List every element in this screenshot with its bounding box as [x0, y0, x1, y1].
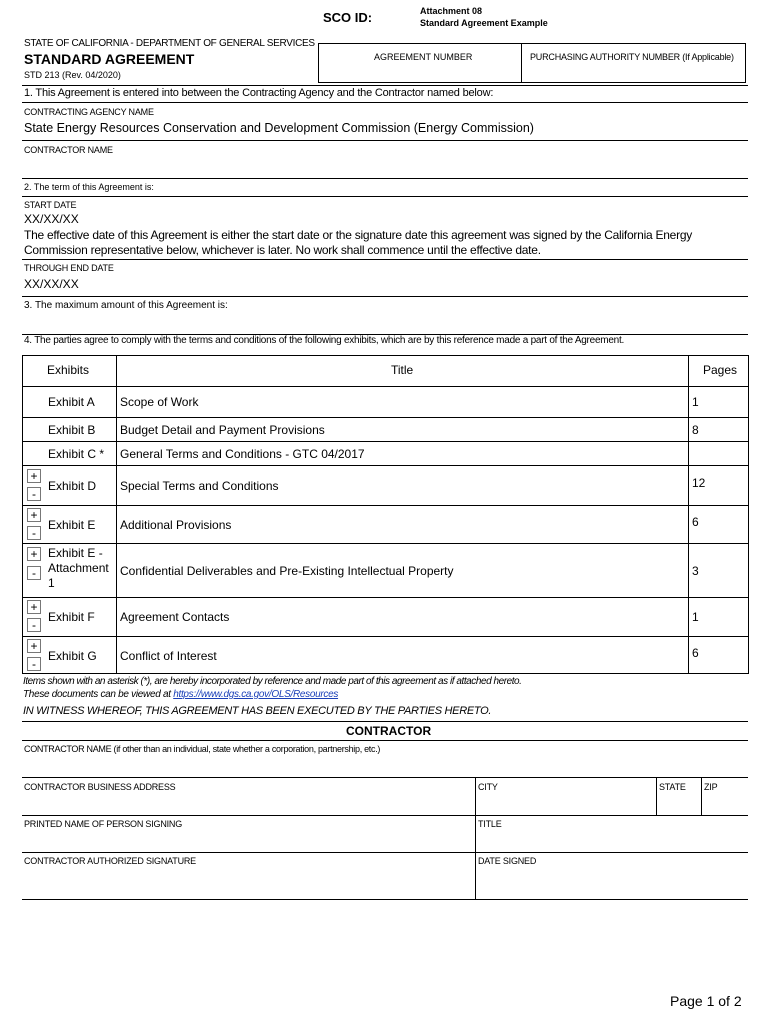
attachment-label: Attachment 08	[420, 6, 483, 16]
col-header-exhibits: Exhibits	[47, 363, 90, 377]
contractor-heading: CONTRACTOR	[346, 724, 432, 738]
contracting-agency-label: CONTRACTING AGENCY NAME	[24, 107, 154, 117]
zip-label: ZIP	[704, 782, 718, 792]
exhibit-cell	[48, 546, 109, 591]
title-field[interactable]	[478, 832, 744, 848]
date-signed-field[interactable]	[478, 870, 744, 896]
contractor-name-type-field[interactable]	[24, 757, 744, 773]
contractor-name-label: CONTRACTOR NAME	[24, 145, 113, 155]
attachment-subtitle: Standard Agreement Example	[420, 18, 548, 28]
title-cell: Scope of Work	[120, 395, 199, 409]
business-address-field[interactable]	[24, 795, 471, 811]
col-header-pages: Pages	[703, 363, 738, 377]
page-number: Page 1 of 2	[670, 993, 742, 1009]
state-label: STATE	[659, 782, 686, 792]
section1-text: 1. This Agreement is entered into between the Contracting Agency and the Contractor named below:	[24, 87, 494, 99]
purchasing-authority-input[interactable]	[525, 64, 742, 80]
exhibit-cell: Exhibit C *	[48, 446, 105, 461]
date-signed-label: DATE SIGNED	[478, 856, 537, 866]
add-row-button[interactable]: +	[27, 600, 41, 614]
department-name: STATE OF CALIFORNIA - DEPARTMENT OF GENERAL SERVICES	[24, 38, 315, 49]
agreement-number-label: AGREEMENT NUMBER	[374, 52, 473, 62]
city-field[interactable]	[478, 795, 652, 811]
add-row-button[interactable]: +	[27, 639, 41, 653]
start-date-label: START DATE	[24, 200, 77, 210]
form-title: STANDARD AGREEMENT	[24, 51, 195, 67]
add-row-button[interactable]: +	[27, 547, 41, 561]
pages-cell[interactable]: 8	[692, 422, 699, 437]
remove-row-button[interactable]: -	[27, 566, 41, 580]
section3-text: 3. The maximum amount of this Agreement is:	[24, 300, 228, 311]
col-header-title: Title	[391, 363, 414, 377]
end-date-field[interactable]: XX/XX/XX	[24, 277, 79, 291]
signature-label: CONTRACTOR AUTHORIZED SIGNATURE	[24, 856, 196, 866]
exhibit-cell: Exhibit A	[48, 395, 95, 409]
exhibit-cell: Exhibit E	[48, 517, 96, 532]
add-row-button[interactable]: +	[27, 508, 41, 522]
remove-row-button[interactable]: -	[27, 487, 41, 501]
title-cell: Agreement Contacts	[120, 610, 230, 624]
effective-date-line2: Commission representative below, whichever is later. No work shall commence until the effective date.	[24, 243, 541, 257]
asterisk-note: Items shown with an asterisk (*), are hereby incorporated by reference and made part of this agreement as if attached hereto.	[23, 676, 522, 687]
section2-text: 2. The term of this Agreement is:	[24, 182, 154, 192]
title-cell: General Terms and Conditions - GTC 04/2017	[120, 446, 365, 461]
exhibit-cell: Exhibit B	[48, 422, 96, 437]
pages-cell[interactable]: 6	[692, 646, 699, 660]
title-cell: Budget Detail and Payment Provisions	[120, 422, 325, 437]
title-cell: Conflict of Interest	[120, 648, 217, 663]
contracting-agency-field[interactable]: State Energy Resources Conservation and Development Commission (Energy Commission)	[24, 121, 534, 135]
form-number: STD 213 (Rev. 04/2020)	[24, 70, 121, 80]
title-cell: Confidential Deliverables and Pre-Existing Intellectual Property	[120, 563, 454, 578]
signature-field[interactable]	[24, 870, 471, 896]
exhibit-cell: Exhibit F	[48, 610, 95, 624]
max-amount-field[interactable]	[24, 315, 744, 331]
end-date-label: THROUGH END DATE	[24, 263, 114, 273]
remove-row-button[interactable]: -	[27, 657, 41, 671]
pages-cell[interactable]: 3	[692, 563, 699, 578]
business-address-label: CONTRACTOR BUSINESS ADDRESS	[24, 782, 176, 792]
pages-cell[interactable]: 12	[692, 476, 706, 490]
agreement-number-input[interactable]	[322, 64, 517, 80]
title-cell: Additional Provisions	[120, 517, 232, 532]
title-cell: Special Terms and Conditions	[120, 478, 279, 493]
contractor-name-field[interactable]	[24, 157, 744, 173]
exhibit-cell: Exhibit D	[48, 478, 97, 493]
add-row-button[interactable]: +	[27, 469, 41, 483]
exhibit-cell: Exhibit G	[48, 648, 97, 663]
pages-cell[interactable]: 6	[692, 515, 699, 529]
resources-link[interactable]: https://www.dgs.ca.gov/OLS/Resources	[173, 689, 339, 700]
printed-name-label: PRINTED NAME OF PERSON SIGNING	[24, 819, 183, 829]
title-label: TITLE	[478, 819, 502, 829]
remove-row-button[interactable]: -	[27, 618, 41, 632]
state-field[interactable]	[659, 795, 697, 811]
purchasing-authority-label: PURCHASING AUTHORITY NUMBER (If Applicable)	[530, 52, 734, 62]
pages-cell[interactable]: 1	[692, 395, 699, 409]
contractor-name-type-label: CONTRACTOR NAME (if other than an individual, state whether a corporation, partnership, etc.)	[24, 744, 381, 754]
witness-statement: IN WITNESS WHEREOF, THIS AGREEMENT HAS BEEN EXECUTED BY THE PARTIES HERETO.	[23, 705, 492, 717]
exhibit-cell-line: Exhibit E -	[48, 546, 103, 560]
exhibit-cell-line: 1	[48, 576, 55, 590]
viewed-at-text: These documents can be viewed at	[23, 689, 174, 700]
exhibit-cell-line: Attachment	[48, 561, 109, 575]
remove-row-button[interactable]: -	[27, 526, 41, 540]
zip-field[interactable]	[704, 795, 746, 811]
city-label: CITY	[478, 782, 498, 792]
viewed-at-note	[23, 689, 338, 700]
pages-cell[interactable]: 1	[692, 610, 699, 624]
sco-id-label: SCO ID:	[323, 10, 373, 25]
section4-text: 4. The parties agree to comply with the terms and conditions of the following exhibits, which are by this reference made a part of the Agreement.	[24, 335, 625, 346]
printed-name-field[interactable]	[24, 832, 471, 848]
effective-date-line1: The effective date of this Agreement is either the start date or the signature date this agreement was signed by the California Energy	[24, 228, 693, 242]
start-date-field[interactable]: XX/XX/XX	[24, 212, 79, 226]
